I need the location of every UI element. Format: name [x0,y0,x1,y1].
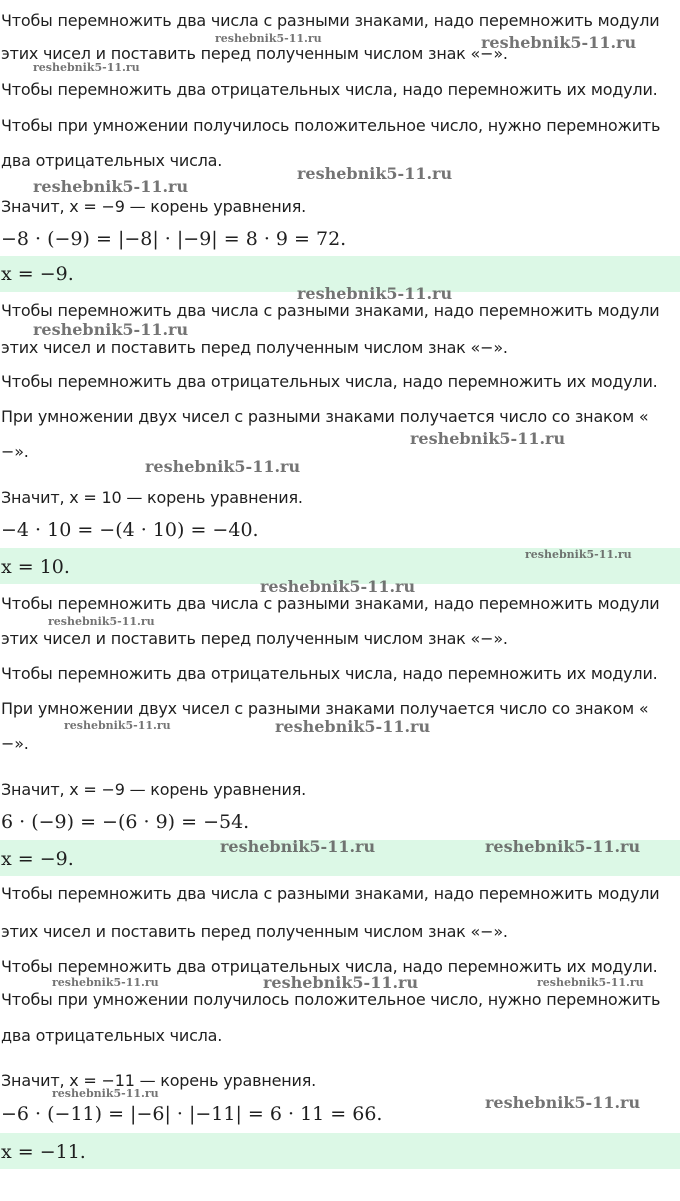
rule-text-line: Чтобы перемножить два отрицательных числа, надо перемножить их модули. [1,372,658,391]
answer-text: x = −11. [1,1141,86,1163]
rule-text-line: Чтобы при умножении получилось положительное число, нужно перемножить [1,116,661,135]
answer-text: x = 10. [1,556,70,578]
rule-text-line: Чтобы перемножить два отрицательных числа, надо перемножить их модули. [1,664,658,683]
rule-text-line: Чтобы перемножить два числа с разными знаками, надо перемножить модули [1,301,660,320]
rule-text-line: этих чисел и поставить перед полученным числом знак «−». [1,922,508,941]
conclusion-line: Значит, x = −11 — корень уравнения. [1,1071,317,1090]
answer-highlight [0,1133,680,1169]
rule-text-line: Чтобы перемножить два числа с разными знаками, надо перемножить модули [1,884,660,903]
watermark: reshebnik5-11.ru [263,973,419,992]
rule-text-line: Чтобы при умножении получилось положительное число, нужно перемножить [1,990,661,1009]
answer-text: x = −9. [1,263,74,285]
watermark: reshebnik5-11.ru [410,429,566,448]
watermark: reshebnik5-11.ru [33,61,140,74]
check-equation: −6 · (−11) = |−6| · |−11| = 6 · 11 = 66. [1,1103,383,1125]
watermark: reshebnik5-11.ru [481,33,637,52]
watermark: reshebnik5-11.ru [297,164,453,183]
rule-text-line: Чтобы перемножить два числа с разными знаками, надо перемножить модули [1,594,660,613]
rule-text-line: Чтобы перемножить два отрицательных числа, надо перемножить их модули. [1,80,658,99]
watermark: reshebnik5-11.ru [64,719,171,732]
check-equation: −4 · 10 = −(4 · 10) = −40. [1,519,259,541]
watermark: reshebnik5-11.ru [275,717,431,736]
watermark: reshebnik5-11.ru [33,177,189,196]
rule-text-line: При умножении двух чисел с разными знаками получается число со знаком « [1,407,649,426]
rule-text-line: Чтобы перемножить два числа с разными знаками, надо перемножить модули [1,11,660,30]
watermark: reshebnik5-11.ru [52,1087,159,1100]
rule-text-line: Чтобы перемножить два отрицательных числа, надо перемножить их модули. [1,957,658,976]
rule-text-line: два отрицательных числа. [1,1026,223,1045]
watermark: reshebnik5-11.ru [48,615,155,628]
rule-text-line: −». [1,442,29,461]
conclusion-line: Значит, x = −9 — корень уравнения. [1,197,307,216]
rule-text-line: этих чисел и поставить перед полученным числом знак «−». [1,338,508,357]
answer-text: x = −9. [1,848,74,870]
conclusion-line: Значит, x = 10 — корень уравнения. [1,488,303,507]
rule-text-line: −». [1,734,29,753]
check-equation: −8 · (−9) = |−8| · |−9| = 8 · 9 = 72. [1,228,347,250]
conclusion-line: Значит, x = −9 — корень уравнения. [1,780,307,799]
watermark: reshebnik5-11.ru [52,976,159,989]
rule-text-line: этих чисел и поставить перед полученным числом знак «−». [1,629,508,648]
watermark: reshebnik5-11.ru [220,837,376,856]
watermark: reshebnik5-11.ru [537,976,644,989]
watermark: reshebnik5-11.ru [485,837,641,856]
watermark: reshebnik5-11.ru [145,457,301,476]
watermark: reshebnik5-11.ru [33,320,189,339]
watermark: reshebnik5-11.ru [485,1093,641,1112]
rule-text-line: этих чисел и поставить перед полученным числом знак «−». [1,44,508,63]
watermark: reshebnik5-11.ru [297,284,453,303]
rule-text-line: два отрицательных числа. [1,151,223,170]
watermark: reshebnik5-11.ru [525,548,632,561]
watermark: reshebnik5-11.ru [215,32,322,45]
watermark: reshebnik5-11.ru [260,577,416,596]
rule-text-line: При умножении двух чисел с разными знаками получается число со знаком « [1,699,649,718]
check-equation: 6 · (−9) = −(6 · 9) = −54. [1,811,250,833]
